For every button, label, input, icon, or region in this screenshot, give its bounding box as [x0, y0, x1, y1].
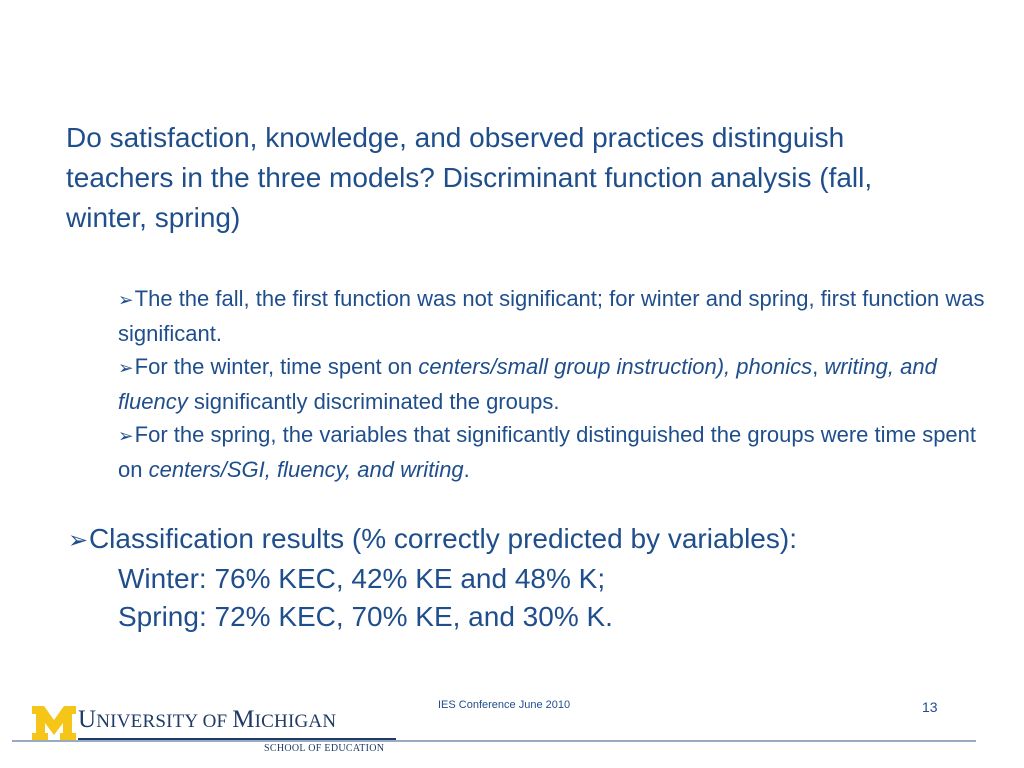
bullet-text: For the spring, the variables that significantly distinguished the groups were time spent on [118, 422, 977, 482]
arrow-bullet-icon: ➢ [118, 357, 134, 378]
sub-bullet-list [118, 282, 988, 486]
bullet-text: The the fall, the first function was not significant; for winter and spring, first function was significant. [118, 286, 985, 346]
list-item [118, 418, 988, 486]
conference-label: IES Conference June 2010 [438, 699, 571, 711]
footer-divider [12, 740, 976, 742]
arrow-bullet-icon: ➢ [68, 527, 88, 554]
arrow-bullet-icon: ➢ [118, 289, 134, 310]
bullet-italic-text: writing, and fluency [118, 354, 937, 414]
school-name: SCHOOL OF EDUCATION [264, 743, 385, 754]
bullet-italic-text: centers/small group instruction), phonics [418, 354, 813, 379]
university-logo [32, 703, 402, 763]
university-cap-u: U [78, 706, 97, 733]
block-m-icon [32, 703, 76, 743]
list-item [118, 350, 988, 418]
winter-result: Winter: 76% KEC, 42% KE and 48% K; [118, 563, 606, 594]
michigan-cap-m: M [232, 706, 255, 733]
list-item [118, 282, 988, 350]
bullet-text: For the winter, time spent on [134, 354, 419, 379]
university-rest: NIVERSITY OF [96, 711, 233, 732]
bullet-text: . [463, 456, 470, 482]
michigan-rest: ICHIGAN [254, 711, 337, 732]
university-name [78, 706, 336, 734]
bullet-italic-text: centers/SGI, fluency, and writing [148, 456, 464, 482]
slide-title: Do satisfaction, knowledge, and observed practices distinguish teachers in the three models? Discriminant function analysis (fall, winter, spring) [66, 122, 873, 233]
classification-heading: Classification results (% correctly predicted by variables): [88, 523, 797, 554]
bullet-text: significantly discriminated the groups. [187, 388, 560, 414]
page-number: 13 [922, 699, 938, 715]
classification-results [68, 520, 978, 636]
bullet-text: , [812, 354, 825, 379]
arrow-bullet-icon: ➢ [118, 425, 134, 446]
spring-result: Spring: 72% KEC, 70% KE, and 30% K. [118, 601, 613, 632]
